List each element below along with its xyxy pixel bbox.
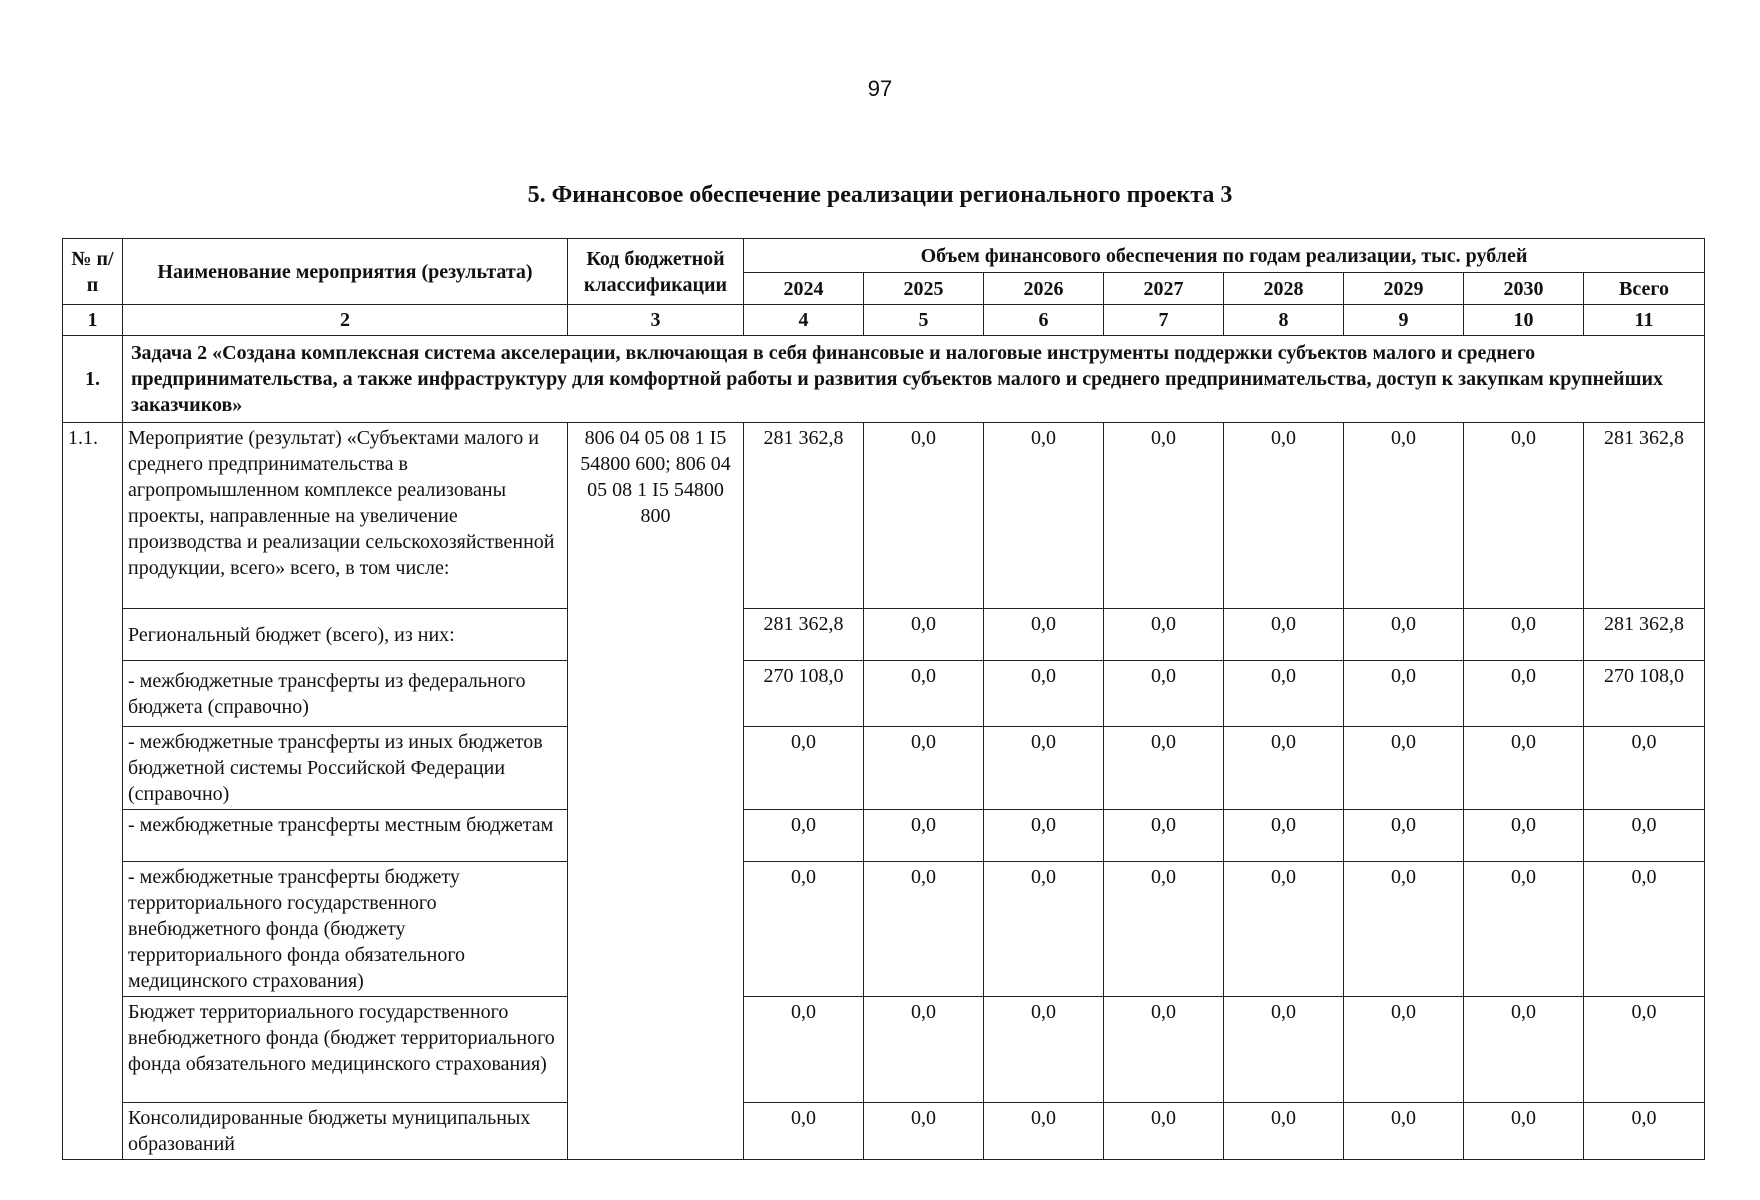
value-total: 0,0: [1584, 997, 1705, 1103]
value-2029: 0,0: [1344, 423, 1464, 609]
value-2024: 281 362,8: [744, 609, 864, 661]
header-year: 2027: [1104, 273, 1224, 305]
value-2029: 0,0: [1344, 997, 1464, 1103]
value-2030: 0,0: [1464, 727, 1584, 810]
value-2028: 0,0: [1224, 997, 1344, 1103]
row-name: - межбюджетные трансферты из федерального бюджета (справочно): [123, 661, 568, 727]
value-2025: 0,0: [864, 1103, 984, 1160]
header-code: Код бюджетной классификации: [568, 239, 744, 305]
row-name: Мероприятие (результат) «Субъектами малого и среднего предпринимательства в агропромышленном комплексе реализованы проекты, направленные на увеличение производства и реализации сельскохозяйственной продукции, всего» всего, в том числе:: [123, 423, 568, 609]
value-2024: 0,0: [744, 862, 864, 997]
table-row: [63, 727, 1705, 810]
value-2026: 0,0: [984, 997, 1104, 1103]
value-total: 281 362,8: [1584, 609, 1705, 661]
task-number: 1.: [63, 336, 123, 423]
value-2024: 281 362,8: [744, 423, 864, 609]
value-2029: 0,0: [1344, 727, 1464, 810]
value-2029: 0,0: [1344, 810, 1464, 862]
header-volume: Объем финансового обеспечения по годам реализации, тыс. рублей: [744, 239, 1705, 273]
value-2024: 0,0: [744, 810, 864, 862]
value-total: 0,0: [1584, 1103, 1705, 1160]
value-total: 270 108,0: [1584, 661, 1705, 727]
table-row: [63, 1103, 1705, 1160]
value-total: 0,0: [1584, 727, 1705, 810]
value-2027: 0,0: [1104, 423, 1224, 609]
value-2024: 270 108,0: [744, 661, 864, 727]
value-total: 0,0: [1584, 862, 1705, 997]
column-number: 6: [984, 305, 1104, 336]
value-2025: 0,0: [864, 423, 984, 609]
column-number: 2: [123, 305, 568, 336]
value-2028: 0,0: [1224, 727, 1344, 810]
header-name: Наименование мероприятия (результата): [123, 239, 568, 305]
value-2026: 0,0: [984, 609, 1104, 661]
value-2030: 0,0: [1464, 1103, 1584, 1160]
value-2025: 0,0: [864, 609, 984, 661]
value-total: 0,0: [1584, 810, 1705, 862]
column-number: 7: [1104, 305, 1224, 336]
value-2026: 0,0: [984, 423, 1104, 609]
value-2024: 0,0: [744, 727, 864, 810]
value-2030: 0,0: [1464, 810, 1584, 862]
value-2028: 0,0: [1224, 661, 1344, 727]
header-year: 2029: [1344, 273, 1464, 305]
value-2026: 0,0: [984, 862, 1104, 997]
column-number: 1: [63, 305, 123, 336]
column-number: 3: [568, 305, 744, 336]
value-2027: 0,0: [1104, 661, 1224, 727]
value-2026: 0,0: [984, 810, 1104, 862]
value-2030: 0,0: [1464, 423, 1584, 609]
document-title: 5. Финансовое обеспечение реализации регионального проекта 3: [527, 182, 1233, 208]
value-2028: 0,0: [1224, 609, 1344, 661]
table-row: [63, 862, 1705, 997]
header-year: 2025: [864, 273, 984, 305]
row-name: - межбюджетные трансферты из иных бюджетов бюджетной системы Российской Федерации (справочно): [123, 727, 568, 810]
value-2028: 0,0: [1224, 862, 1344, 997]
value-2030: 0,0: [1464, 862, 1584, 997]
budget-code: 806 04 05 08 1 I5 54800 600; 806 04 05 08 1 I5 54800 800: [568, 423, 744, 1160]
table-row: [63, 609, 1705, 661]
value-2029: 0,0: [1344, 862, 1464, 997]
value-2029: 0,0: [1344, 661, 1464, 727]
row-name: - межбюджетные трансферты бюджету территориального государственного внебюджетного фонда (бюджету территориального фонда обязательного медицинского страхования): [123, 862, 568, 997]
value-2027: 0,0: [1104, 609, 1224, 661]
value-2030: 0,0: [1464, 661, 1584, 727]
task-text: Задача 2 «Создана комплексная система акселерации, включающая в себя финансовые и налоговые инструменты поддержки субъектов малого и среднего предпринимательства, а также инфраструктуру для комфортной работы и развития субъектов малого и среднего предпринимательства, доступ к закупкам крупнейших заказчиков»: [123, 336, 1705, 423]
value-2025: 0,0: [864, 997, 984, 1103]
row-name: Консолидированные бюджеты муниципальных образований: [123, 1103, 568, 1160]
column-number: 8: [1224, 305, 1344, 336]
value-2025: 0,0: [864, 727, 984, 810]
table-row: [63, 423, 1705, 609]
value-2028: 0,0: [1224, 423, 1344, 609]
task-row: [63, 336, 1705, 423]
header-year: 2028: [1224, 273, 1344, 305]
column-number: 11: [1584, 305, 1705, 336]
column-numbers-row: [63, 305, 1705, 336]
table-row: [63, 661, 1705, 727]
column-number: 5: [864, 305, 984, 336]
value-2030: 0,0: [1464, 609, 1584, 661]
header-year: 2024: [744, 273, 864, 305]
header-year: 2030: [1464, 273, 1584, 305]
header-total: Всего: [1584, 273, 1705, 305]
value-2029: 0,0: [1344, 1103, 1464, 1160]
value-2027: 0,0: [1104, 862, 1224, 997]
value-2026: 0,0: [984, 1103, 1104, 1160]
financing-table: [62, 238, 1705, 1160]
column-number: 4: [744, 305, 864, 336]
value-2028: 0,0: [1224, 1103, 1344, 1160]
value-2024: 0,0: [744, 997, 864, 1103]
table-row: [63, 810, 1705, 862]
value-2026: 0,0: [984, 727, 1104, 810]
row-name: - межбюджетные трансферты местным бюджетам: [123, 810, 568, 862]
header-num: № п/п: [63, 239, 123, 305]
column-number: 9: [1344, 305, 1464, 336]
value-2028: 0,0: [1224, 810, 1344, 862]
value-2029: 0,0: [1344, 609, 1464, 661]
value-2027: 0,0: [1104, 997, 1224, 1103]
row-name: Региональный бюджет (всего), из них:: [123, 609, 568, 661]
value-total: 281 362,8: [1584, 423, 1705, 609]
value-2024: 0,0: [744, 1103, 864, 1160]
column-number: 10: [1464, 305, 1584, 336]
page-number: 97: [867, 76, 893, 101]
value-2025: 0,0: [864, 862, 984, 997]
value-2025: 0,0: [864, 810, 984, 862]
value-2026: 0,0: [984, 661, 1104, 727]
header-year: 2026: [984, 273, 1104, 305]
activity-number: 1.1.: [63, 423, 123, 1160]
value-2027: 0,0: [1104, 727, 1224, 810]
value-2027: 0,0: [1104, 810, 1224, 862]
value-2030: 0,0: [1464, 997, 1584, 1103]
value-2027: 0,0: [1104, 1103, 1224, 1160]
row-name: Бюджет территориального государственного внебюджетного фонда (бюджет территориального фонда обязательного медицинского страхования): [123, 997, 568, 1103]
table-row: [63, 997, 1705, 1103]
value-2025: 0,0: [864, 661, 984, 727]
